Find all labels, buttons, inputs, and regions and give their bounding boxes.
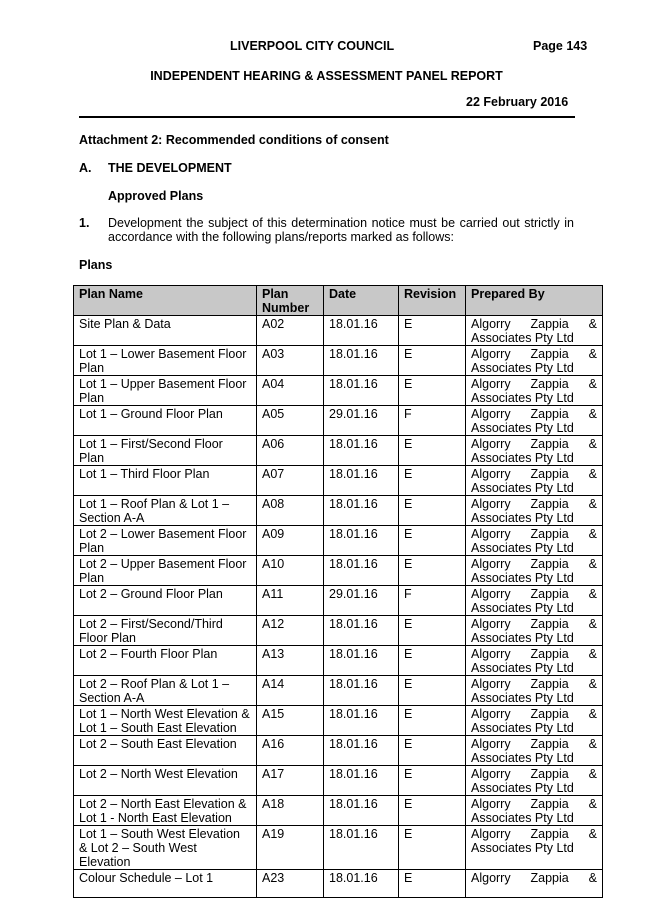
prepared-by-word: Zappia: [530, 437, 569, 451]
prepared-by-word: &: [588, 797, 597, 811]
prepared-by-word: &: [588, 767, 597, 781]
section-title: THE DEVELOPMENT: [108, 161, 232, 175]
report-title: INDEPENDENT HEARING & ASSESSMENT PANEL REPORT: [150, 69, 503, 83]
date-cell: 29.01.16: [324, 406, 399, 436]
plan-name-cell: Lot 2 – Ground Floor Plan: [74, 586, 257, 616]
prepared-by-word: &: [588, 557, 597, 571]
prepared-by-word: Zappia: [530, 587, 569, 601]
date-cell: 18.01.16: [324, 376, 399, 406]
prepared-by-word: Zappia: [530, 871, 569, 885]
prepared-by-line1: [471, 797, 597, 811]
prepared-by-line2: Associates Pty Ltd: [471, 361, 574, 375]
prepared-by-word: &: [588, 347, 597, 361]
plan-number-cell: A05: [257, 406, 324, 436]
table-row: [74, 346, 603, 376]
prepared-by-word: Algorry: [471, 827, 511, 841]
prepared-by-word: Zappia: [530, 557, 569, 571]
prepared-by-word: &: [588, 617, 597, 631]
prepared-by-word: Zappia: [530, 617, 569, 631]
prepared-by-word: Algorry: [471, 707, 511, 721]
prepared-by-cell: [466, 496, 603, 526]
prepared-by-word: &: [588, 677, 597, 691]
prepared-by-line2: Associates Pty Ltd: [471, 331, 574, 345]
prepared-by-line1: [471, 677, 597, 691]
date-cell: 18.01.16: [324, 796, 399, 826]
plan-name-cell: Lot 1 – Third Floor Plan: [74, 466, 257, 496]
prepared-by-line1: [471, 617, 597, 631]
plan-name-cell: Lot 2 – First/Second/Third Floor Plan: [74, 616, 257, 646]
prepared-by-word: &: [588, 497, 597, 511]
date-cell: 18.01.16: [324, 646, 399, 676]
plan-name-cell: Lot 2 – North West Elevation: [74, 766, 257, 796]
prepared-by-line1: [471, 377, 597, 391]
prepared-by-word: &: [588, 527, 597, 541]
plan-number-cell: A06: [257, 436, 324, 466]
prepared-by-cell: [466, 436, 603, 466]
section-letter: A.: [79, 161, 92, 175]
prepared-by-cell: [466, 586, 603, 616]
plan-name-cell: Lot 2 – Upper Basement Floor Plan: [74, 556, 257, 586]
prepared-by-word: Algorry: [471, 767, 511, 781]
page-number: Page 143: [533, 39, 588, 53]
plan-number-cell: A10: [257, 556, 324, 586]
date-cell: 18.01.16: [324, 316, 399, 346]
prepared-by-word: Algorry: [471, 527, 511, 541]
table-row: [74, 526, 603, 556]
revision-cell: E: [399, 466, 466, 496]
date-cell: 18.01.16: [324, 466, 399, 496]
prepared-by-cell: [466, 346, 603, 376]
prepared-by-line1: [471, 557, 597, 571]
prepared-by-word: Zappia: [530, 347, 569, 361]
date-cell: 18.01.16: [324, 526, 399, 556]
prepared-by-word: Zappia: [530, 527, 569, 541]
prepared-by-line1: [471, 587, 597, 601]
plan-number-cell: A23: [257, 870, 324, 898]
table-row: [74, 796, 603, 826]
prepared-by-line2: Associates Pty Ltd: [471, 571, 574, 585]
plan-name-cell: Site Plan & Data: [74, 316, 257, 346]
prepared-by-line2: Associates Pty Ltd: [471, 661, 574, 675]
prepared-by-line2: Associates Pty Ltd: [471, 421, 574, 435]
prepared-by-cell: [466, 376, 603, 406]
table-row: [74, 376, 603, 406]
table-row: [74, 870, 603, 898]
date-cell: 18.01.16: [324, 870, 399, 898]
prepared-by-word: Algorry: [471, 677, 511, 691]
plan-name-cell: Lot 1 – Roof Plan & Lot 1 – Section A-A: [74, 496, 257, 526]
prepared-by-cell: [466, 316, 603, 346]
prepared-by-word: Zappia: [530, 767, 569, 781]
prepared-by-word: &: [588, 377, 597, 391]
prepared-by-line1: [471, 707, 597, 721]
prepared-by-cell: [466, 766, 603, 796]
date-cell: 18.01.16: [324, 826, 399, 870]
prepared-by-word: Zappia: [530, 317, 569, 331]
prepared-by-line2: Associates Pty Ltd: [471, 511, 574, 525]
prepared-by-cell: [466, 826, 603, 870]
table-row: [74, 556, 603, 586]
plans-table-body: [74, 316, 603, 898]
revision-cell: E: [399, 346, 466, 376]
plan-name-cell: Lot 1 – Ground Floor Plan: [74, 406, 257, 436]
prepared-by-line1: [471, 827, 597, 841]
revision-cell: E: [399, 796, 466, 826]
prepared-by-cell: [466, 706, 603, 736]
table-row: [74, 436, 603, 466]
table-row: [74, 406, 603, 436]
council-name: LIVERPOOL CITY COUNCIL: [230, 39, 395, 53]
prepared-by-word: Zappia: [530, 497, 569, 511]
prepared-by-word: Algorry: [471, 347, 511, 361]
plan-number-cell: A03: [257, 346, 324, 376]
header-revision: Revision: [399, 286, 466, 316]
date-cell: 18.01.16: [324, 436, 399, 466]
revision-cell: E: [399, 646, 466, 676]
revision-cell: E: [399, 766, 466, 796]
prepared-by-word: Zappia: [530, 377, 569, 391]
prepared-by-word: Algorry: [471, 497, 511, 511]
prepared-by-line1: [471, 407, 597, 421]
plan-number-cell: A13: [257, 646, 324, 676]
plan-number-cell: A15: [257, 706, 324, 736]
header-date: Date: [324, 286, 399, 316]
plan-number-cell: A18: [257, 796, 324, 826]
table-row: [74, 766, 603, 796]
plan-number-cell: A07: [257, 466, 324, 496]
prepared-by-line1: [471, 767, 597, 781]
revision-cell: E: [399, 736, 466, 766]
table-row: [74, 466, 603, 496]
plan-name-cell: Lot 1 – First/Second Floor Plan: [74, 436, 257, 466]
prepared-by-line2: Associates Pty Ltd: [471, 601, 574, 615]
approved-plans-heading: Approved Plans: [108, 189, 204, 203]
prepared-by-line1: [471, 527, 597, 541]
prepared-by-word: &: [588, 707, 597, 721]
revision-cell: E: [399, 496, 466, 526]
prepared-by-word: &: [588, 587, 597, 601]
plan-number-cell: A12: [257, 616, 324, 646]
plan-name-cell: Colour Schedule – Lot 1: [74, 870, 257, 898]
prepared-by-cell: [466, 526, 603, 556]
prepared-by-word: &: [588, 737, 597, 751]
prepared-by-word: &: [588, 317, 597, 331]
prepared-by-word: Algorry: [471, 407, 511, 421]
plan-name-cell: Lot 2 – Fourth Floor Plan: [74, 646, 257, 676]
table-row: [74, 736, 603, 766]
prepared-by-word: Algorry: [471, 871, 511, 885]
date-cell: 18.01.16: [324, 706, 399, 736]
date-cell: 18.01.16: [324, 766, 399, 796]
revision-cell: E: [399, 556, 466, 586]
prepared-by-word: Algorry: [471, 437, 511, 451]
prepared-by-line1: [471, 647, 597, 661]
prepared-by-cell: [466, 406, 603, 436]
table-row: [74, 496, 603, 526]
prepared-by-word: Zappia: [530, 737, 569, 751]
prepared-by-cell: [466, 556, 603, 586]
prepared-by-cell: [466, 466, 603, 496]
prepared-by-word: &: [588, 647, 597, 661]
prepared-by-line2: Associates Pty Ltd: [471, 481, 574, 495]
revision-cell: E: [399, 316, 466, 346]
revision-cell: E: [399, 870, 466, 898]
prepared-by-word: Algorry: [471, 377, 511, 391]
plan-number-cell: A09: [257, 526, 324, 556]
condition-number: 1.: [79, 216, 90, 230]
prepared-by-line2: Associates Pty Ltd: [471, 721, 574, 735]
prepared-by-cell: [466, 870, 603, 898]
table-row: [74, 646, 603, 676]
prepared-by-line2: Associates Pty Ltd: [471, 451, 574, 465]
plan-number-cell: A19: [257, 826, 324, 870]
prepared-by-word: Algorry: [471, 317, 511, 331]
header-divider: [79, 116, 575, 118]
prepared-by-word: Zappia: [530, 797, 569, 811]
plan-number-cell: A02: [257, 316, 324, 346]
plan-number-cell: A11: [257, 586, 324, 616]
plan-number-cell: A08: [257, 496, 324, 526]
prepared-by-word: Zappia: [530, 827, 569, 841]
plan-name-cell: Lot 2 – North East Elevation & Lot 1 - North East Elevation: [74, 796, 257, 826]
prepared-by-word: &: [588, 871, 597, 885]
plan-number-cell: A17: [257, 766, 324, 796]
prepared-by-line2: Associates Pty Ltd: [471, 391, 574, 405]
date-cell: 18.01.16: [324, 736, 399, 766]
prepared-by-line2: Associates Pty Ltd: [471, 691, 574, 705]
revision-cell: E: [399, 616, 466, 646]
revision-cell: E: [399, 706, 466, 736]
prepared-by-word: &: [588, 827, 597, 841]
prepared-by-word: Algorry: [471, 617, 511, 631]
prepared-by-cell: [466, 616, 603, 646]
prepared-by-line2: Associates Pty Ltd: [471, 781, 574, 795]
date-cell: 18.01.16: [324, 346, 399, 376]
prepared-by-word: Zappia: [530, 647, 569, 661]
prepared-by-line1: [471, 871, 597, 885]
prepared-by-word: Zappia: [530, 467, 569, 481]
prepared-by-word: Algorry: [471, 587, 511, 601]
date-cell: 18.01.16: [324, 616, 399, 646]
table-row: [74, 586, 603, 616]
plans-table: [73, 285, 603, 898]
revision-cell: E: [399, 436, 466, 466]
date-cell: 18.01.16: [324, 556, 399, 586]
revision-cell: E: [399, 526, 466, 556]
plan-number-cell: A04: [257, 376, 324, 406]
prepared-by-cell: [466, 736, 603, 766]
condition-text: Development the subject of this determination notice must be carried out strictly in accordance with the following plans/reports marked as follows:: [108, 216, 574, 244]
plan-name-cell: Lot 1 – Upper Basement Floor Plan: [74, 376, 257, 406]
plan-name-cell: Lot 1 – South West Elevation & Lot 2 – South West Elevation: [74, 826, 257, 870]
prepared-by-line2: Associates Pty Ltd: [471, 751, 574, 765]
revision-cell: E: [399, 676, 466, 706]
prepared-by-word: &: [588, 467, 597, 481]
table-row: [74, 316, 603, 346]
table-row: [74, 676, 603, 706]
prepared-by-word: &: [588, 437, 597, 451]
revision-cell: F: [399, 586, 466, 616]
prepared-by-word: Zappia: [530, 707, 569, 721]
prepared-by-line1: [471, 467, 597, 481]
prepared-by-line1: [471, 437, 597, 451]
plan-number-cell: A14: [257, 676, 324, 706]
plan-name-cell: Lot 2 – Lower Basement Floor Plan: [74, 526, 257, 556]
prepared-by-cell: [466, 796, 603, 826]
prepared-by-line1: [471, 347, 597, 361]
prepared-by-line2: Associates Pty Ltd: [471, 811, 574, 825]
date-cell: 18.01.16: [324, 496, 399, 526]
revision-cell: E: [399, 826, 466, 870]
prepared-by-cell: [466, 646, 603, 676]
prepared-by-line1: [471, 497, 597, 511]
header-plan-number: Plan Number: [257, 286, 324, 316]
prepared-by-word: Algorry: [471, 647, 511, 661]
prepared-by-cell: [466, 676, 603, 706]
plan-name-cell: Lot 2 – Roof Plan & Lot 1 – Section A-A: [74, 676, 257, 706]
prepared-by-word: &: [588, 407, 597, 421]
prepared-by-word: Algorry: [471, 797, 511, 811]
attachment-title: Attachment 2: Recommended conditions of consent: [79, 133, 389, 147]
plans-heading: Plans: [79, 258, 113, 272]
plan-number-cell: A16: [257, 736, 324, 766]
prepared-by-line1: [471, 737, 597, 751]
prepared-by-line2: Associates Pty Ltd: [471, 841, 574, 855]
table-row: [74, 826, 603, 870]
prepared-by-line2: Associates Pty Ltd: [471, 541, 574, 555]
prepared-by-line1: [471, 317, 597, 331]
table-row: [74, 706, 603, 736]
prepared-by-word: Algorry: [471, 467, 511, 481]
plan-name-cell: Lot 1 – Lower Basement Floor Plan: [74, 346, 257, 376]
report-date: 22 February 2016: [466, 95, 569, 109]
prepared-by-word: Algorry: [471, 737, 511, 751]
table-header-row: [74, 286, 603, 316]
prepared-by-word: Zappia: [530, 407, 569, 421]
prepared-by-line2: Associates Pty Ltd: [471, 631, 574, 645]
date-cell: 18.01.16: [324, 676, 399, 706]
revision-cell: F: [399, 406, 466, 436]
prepared-by-word: Algorry: [471, 557, 511, 571]
plan-name-cell: Lot 2 – South East Elevation: [74, 736, 257, 766]
plan-name-cell: Lot 1 – North West Elevation & Lot 1 – South East Elevation: [74, 706, 257, 736]
header-prepared-by: Prepared By: [466, 286, 603, 316]
table-row: [74, 616, 603, 646]
prepared-by-word: Zappia: [530, 677, 569, 691]
header-plan-name: Plan Name: [74, 286, 257, 316]
revision-cell: E: [399, 376, 466, 406]
date-cell: 29.01.16: [324, 586, 399, 616]
